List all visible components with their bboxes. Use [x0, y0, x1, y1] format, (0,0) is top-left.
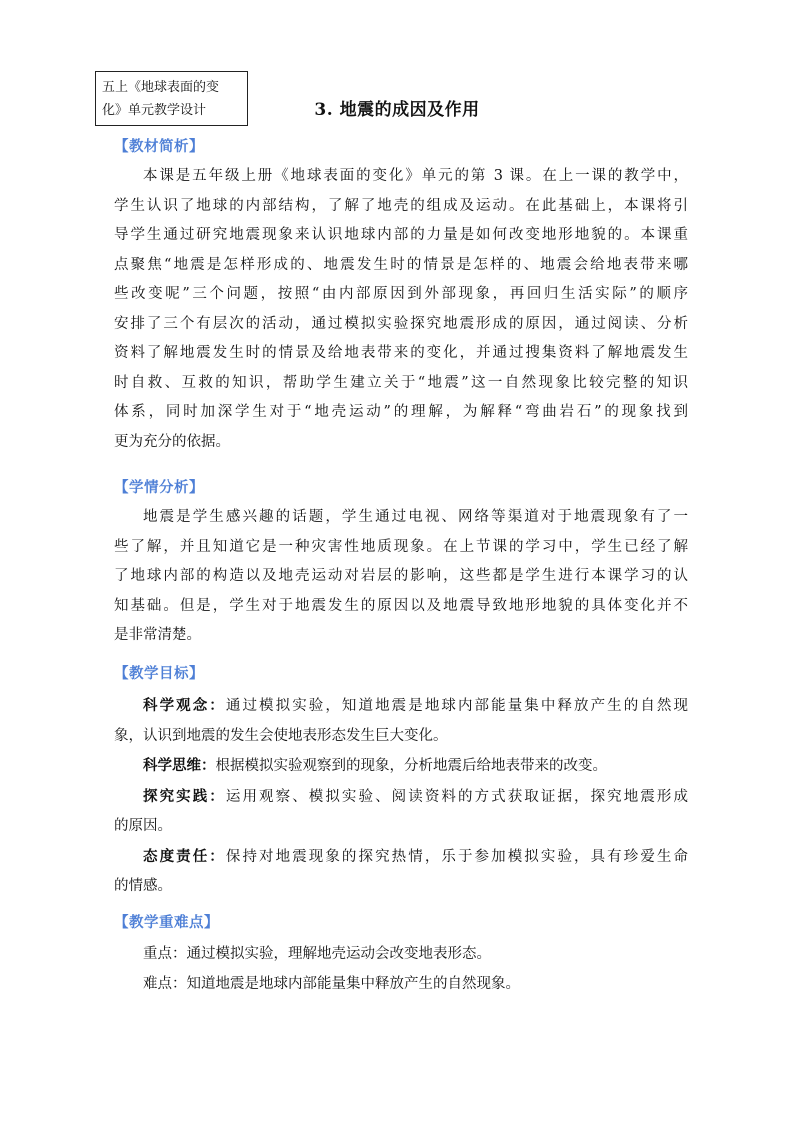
paragraph-line: 是非常清楚。 [114, 627, 201, 643]
paragraph-line: 地震是学生感兴趣的话题，学生通过电视、网络等渠道对于地震现象有了一 [143, 509, 688, 525]
paragraph-line: 安排了三个有层次的活动，通过模拟实验探究地震形成的原因，通过阅读、分析 [114, 315, 688, 332]
objective-text: 根据模拟实验观察到的现象，分析地震后给地表带来的改变。 [215, 758, 607, 774]
objective-label: 探究实践： [143, 787, 226, 805]
objective-text: 保持对地震现象的探究热情，乐于参加模拟实验，具有珍爱生命 [225, 848, 688, 865]
paragraph-line: 学生认识了地球的内部结构，了解了地壳的组成及运动。在此基础上，本课将引 [114, 197, 688, 214]
paragraph-line: 资料了解地震发生时的情景及给地表带来的变化，并通过搜集资料了解地震发生 [114, 345, 688, 361]
key-point-difficulty: 难点：知道地震是地球内部能量集中释放产生的自然现象。 [143, 975, 520, 992]
objective-item-line [114, 751, 688, 782]
student-analysis-paragraph [114, 503, 688, 651]
key-points-list [114, 940, 688, 999]
objective-item-line [114, 842, 688, 873]
paragraph-line: 体系，同时加深学生对于“地壳运动”的理解，为解释“弯曲岩石”的现象找到 [114, 404, 688, 420]
objective-item-line: 的情感。 [114, 878, 172, 894]
unit-label-line2: 化》单元教学设计 [102, 103, 207, 118]
section-heading-textbook: 【教材简析】 [114, 138, 204, 155]
paragraph-line: 了地球内部的构造以及地壳运动对岩层的影响，这些都是学生进行本课学习的认 [114, 568, 688, 584]
objective-item-line: 的原因。 [114, 818, 172, 834]
section-heading-students: 【学情分析】 [114, 479, 204, 496]
section-heading-key-points: 【教学重难点】 [114, 914, 219, 931]
paragraph-line: 些改变呢”三个问题，按照“由内部原因到外部现象，再回归生活实际”的顺序 [114, 286, 688, 302]
objective-label: 科学观念： [143, 697, 226, 714]
lesson-title: 3. 地震的成因及作用 [314, 100, 480, 120]
paragraph-line: 点聚焦“地震是怎样形成的、地震发生时的情景是怎样的、地震会给地表带来哪 [114, 256, 688, 273]
objectives-list [114, 691, 688, 902]
key-point-focus: 重点：通过模拟实验，理解地壳运动会改变地表形态。 [143, 946, 491, 962]
objective-item-line: 象，认识到地震的发生会使地表形态发生巨大变化。 [114, 727, 448, 744]
paragraph-line: 更为充分的依据。 [114, 433, 230, 450]
objective-item-line [114, 691, 688, 722]
paragraph-line: 些了解，并且知道它是一种灾害性地质现象。在上节课的学习中，学生已经了解 [114, 538, 688, 555]
objective-label: 态度责任： [143, 847, 226, 865]
section-heading-objectives: 【教学目标】 [114, 665, 204, 682]
paragraph-line: 时自救、互救的知识，帮助学生建立关于“地震”这一自然现象比较完整的知识 [114, 374, 688, 391]
paragraph-line: 导学生通过研究地震现象来认识地球内部的力量是如何改变地形地貌的。本课重 [114, 227, 688, 243]
objective-item-line [114, 782, 688, 813]
objective-text: 运用观察、模拟实验、阅读资料的方式获取证据，探究地震形成 [225, 788, 688, 805]
objective-label: 科学思维： [143, 757, 216, 774]
objective-text: 通过模拟实验，知道地震是地球内部能量集中释放产生的自然现 [225, 698, 688, 714]
paragraph-line: 本课是五年级上册《地球表面的变化》单元的第 3 课。在上一课的教学中， [143, 168, 688, 184]
unit-label-line1: 五上《地球表面的变 [102, 80, 220, 95]
paragraph-line: 知基础。但是，学生对于地震发生的原因以及地震导致地形地貌的具体变化并不 [114, 597, 688, 614]
textbook-analysis-paragraph [114, 162, 688, 457]
